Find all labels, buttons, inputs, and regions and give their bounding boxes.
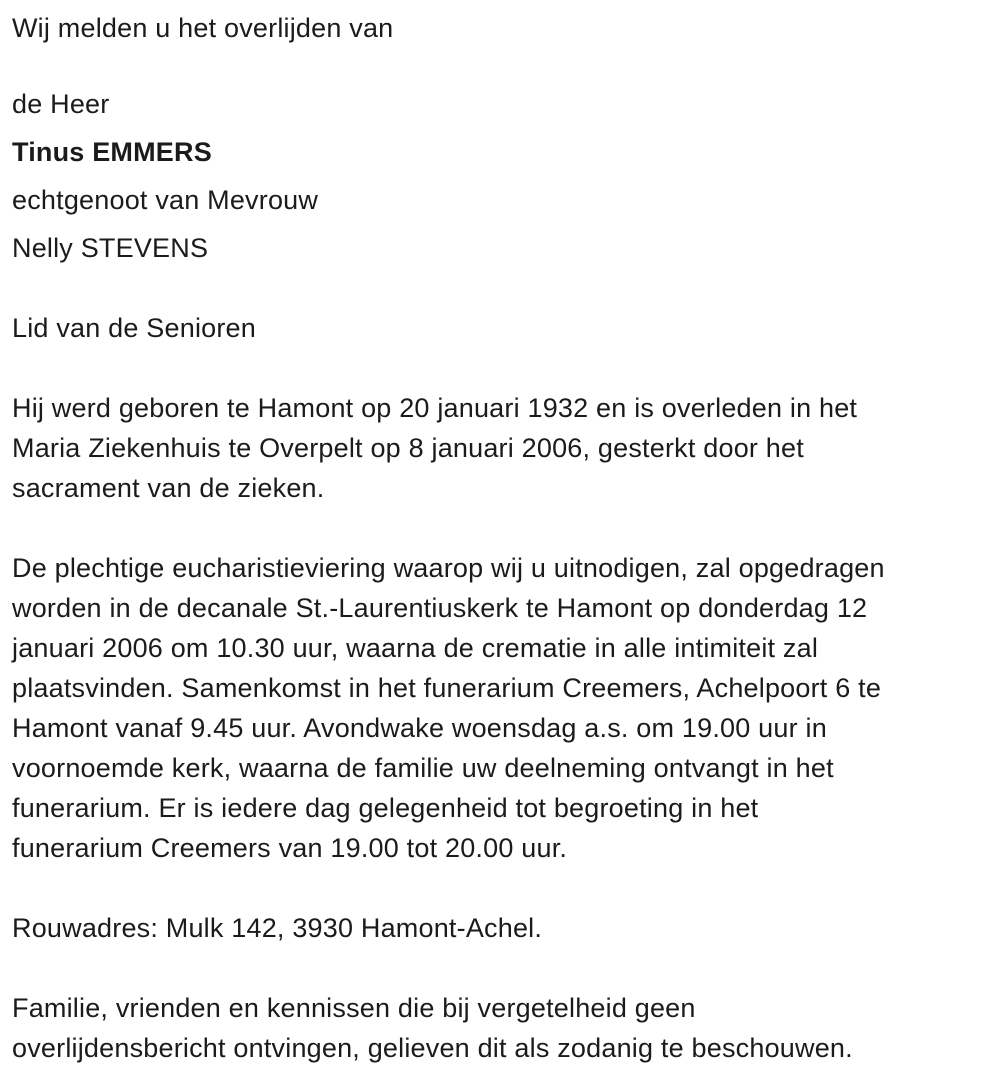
paragraph-line: Maria Ziekenhuis te Overpelt op 8 januari 2006, gesterkt door het xyxy=(12,433,804,463)
spouse-name: Nelly STEVENS xyxy=(12,233,209,263)
intro-line: Wij melden u het overlijden van xyxy=(12,13,394,43)
relation-line: echtgenoot van Mevrouw xyxy=(12,185,319,215)
service-paragraph xyxy=(12,548,986,868)
paragraph-line: januari 2006 om 10.30 uur, waarna de crematie in alle intimiteit zal xyxy=(12,633,819,663)
paragraph-line: Hamont vanaf 9.45 uur. Avondwake woensdag a.s. om 19.00 uur in xyxy=(12,713,827,743)
salutation-line: de Heer xyxy=(12,89,110,119)
paragraph-line: overlijdensbericht ontvingen, gelieven dit als zodanig te beschouwen. xyxy=(12,1033,853,1063)
paragraph-line: Hij werd geboren te Hamont op 20 januari 1932 en is overleden in het xyxy=(12,393,858,423)
membership-line: Lid van de Senioren xyxy=(12,313,256,343)
paragraph-line: funerarium Creemers van 19.00 tot 20.00 uur. xyxy=(12,833,568,863)
paragraph-line: plaatsvinden. Samenkomst in het funerarium Creemers, Achelpoort 6 te xyxy=(12,673,882,703)
deceased-name: Tinus EMMERS xyxy=(12,137,212,167)
paragraph-line: voornoemde kerk, waarna de familie uw deelneming ontvangt in het xyxy=(12,753,834,783)
paragraph-line: funerarium. Er is iedere dag gelegenheid tot begroeting in het xyxy=(12,793,759,823)
paragraph-line: Familie, vrienden en kennissen die bij vergetelheid geen xyxy=(12,993,696,1023)
deceased-header-block xyxy=(12,80,986,272)
paragraph-line: De plechtige eucharistieviering waarop wij u uitnodigen, zal opgedragen xyxy=(12,553,885,583)
paragraph-line: sacrament van de zieken. xyxy=(12,473,325,503)
paragraph-line: worden in de decanale St.-Laurentiuskerk te Hamont op donderdag 12 xyxy=(12,593,868,623)
closing-paragraph xyxy=(12,988,986,1068)
birth-death-paragraph xyxy=(12,388,986,508)
mourning-address-line: Rouwadres: Mulk 142, 3930 Hamont-Achel. xyxy=(12,913,543,943)
